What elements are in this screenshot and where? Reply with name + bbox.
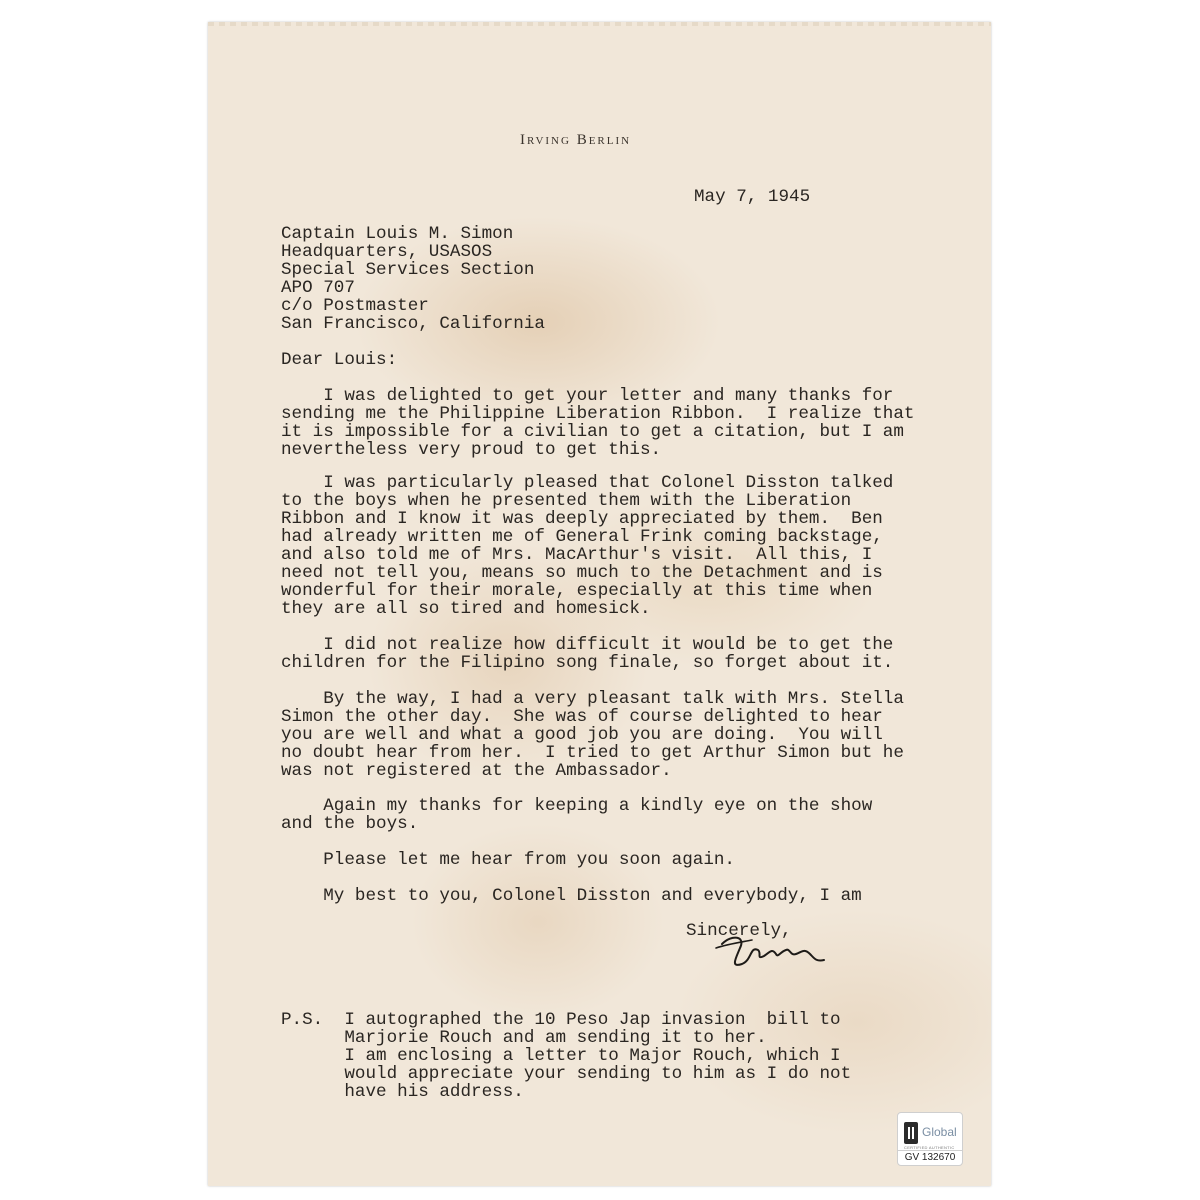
authenticator-name: Global bbox=[922, 1125, 957, 1139]
letterhead: Irving Berlin bbox=[520, 132, 632, 148]
body-line: no doubt hear from her. I tried to get Arthur Simon but he bbox=[281, 743, 904, 763]
authentication-sticker bbox=[897, 1112, 963, 1166]
body-line: I was particularly pleased that Colonel Disston talked bbox=[281, 473, 894, 493]
body-line: was not registered at the Ambassador. bbox=[281, 761, 672, 781]
address-line: Headquarters, USASOS bbox=[281, 242, 493, 262]
closing: Sincerely, bbox=[686, 921, 792, 941]
body-line: it is impossible for a civilian to get a citation, but I am bbox=[281, 422, 904, 442]
ps-line: I am enclosing a letter to Major Rouch, which I bbox=[281, 1046, 841, 1066]
ps-line: would appreciate your sending to him as I do not bbox=[281, 1064, 852, 1084]
paper-deckle-edge bbox=[208, 22, 991, 26]
body-line: wonderful for their morale, especially at this time when bbox=[281, 581, 873, 601]
body-line: Again my thanks for keeping a kindly eye on the show bbox=[281, 796, 873, 816]
body-line: had already written me of General Frink coming backstage, bbox=[281, 527, 883, 547]
ps-line: have his address. bbox=[281, 1082, 524, 1102]
address-line: San Francisco, California bbox=[281, 314, 545, 334]
body-line: children for the Filipino song finale, so forget about it. bbox=[281, 653, 894, 673]
body-line: and the boys. bbox=[281, 814, 419, 834]
certificate-code: GV 132670 bbox=[898, 1150, 962, 1165]
body-line: you are well and what a good job you are doing. You will bbox=[281, 725, 883, 745]
body-line: Ribbon and I know it was deeply appreciated by them. Ben bbox=[281, 509, 883, 529]
authenticator-logo-icon bbox=[904, 1122, 918, 1144]
body-line: My best to you, Colonel Disston and everybody, I am bbox=[281, 886, 862, 906]
body-line: need not tell you, means so much to the Detachment and is bbox=[281, 563, 883, 583]
body-line: Simon the other day. She was of course delighted to hear bbox=[281, 707, 883, 727]
body-line: I was delighted to get your letter and many thanks for bbox=[281, 386, 894, 406]
address-line: Special Services Section bbox=[281, 260, 535, 280]
letter-date: May 7, 1945 bbox=[694, 187, 811, 207]
body-line: I did not realize how difficult it would be to get the bbox=[281, 635, 894, 655]
body-line: to the boys when he presented them with the Liberation bbox=[281, 491, 852, 511]
address-line: APO 707 bbox=[281, 278, 355, 298]
address-line: Captain Louis M. Simon bbox=[281, 224, 514, 244]
body-line: By the way, I had a very pleasant talk with Mrs. Stella bbox=[281, 689, 904, 709]
ps-line: Marjorie Rouch and am sending it to her. bbox=[281, 1028, 767, 1048]
ps-line: P.S. I autographed the 10 Peso Jap invasion bill to bbox=[281, 1010, 841, 1030]
address-line: c/o Postmaster bbox=[281, 296, 429, 316]
body-line: and also told me of Mrs. MacArthur's visit. All this, I bbox=[281, 545, 873, 565]
body-line: sending me the Philippine Liberation Ribbon. I realize that bbox=[281, 404, 915, 424]
salutation: Dear Louis: bbox=[281, 350, 398, 370]
body-line: Please let me hear from you soon again. bbox=[281, 850, 735, 870]
handwritten-signature bbox=[712, 926, 832, 976]
authenticator-subtext: CERTIFIED AUTHENTIC bbox=[904, 1145, 955, 1150]
body-line: they are all so tired and homesick. bbox=[281, 599, 651, 619]
body-line: nevertheless very proud to get this. bbox=[281, 440, 662, 460]
